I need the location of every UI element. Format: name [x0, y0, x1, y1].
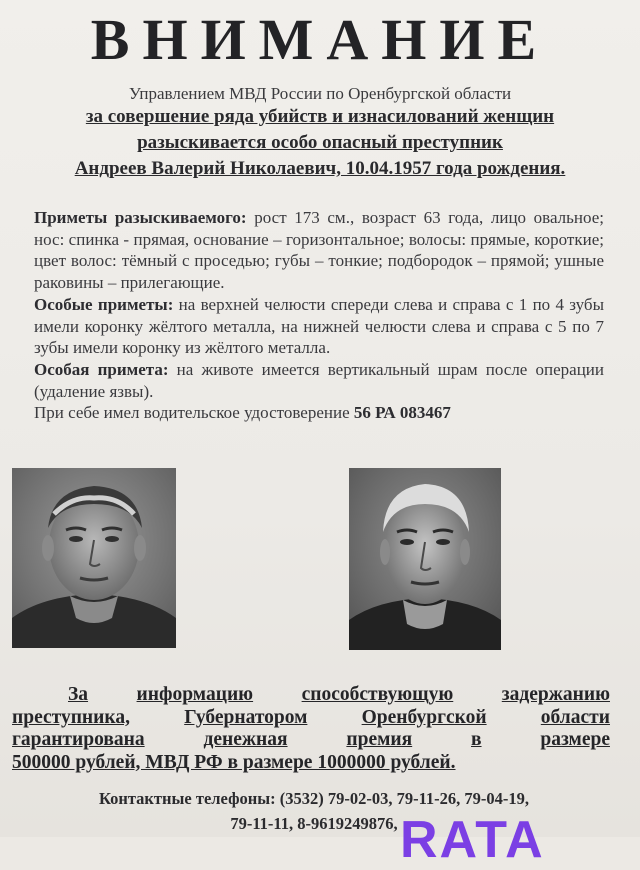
reward-word: денежная [203, 729, 288, 750]
reward-word: способствующую [301, 684, 454, 705]
reward-word: За [68, 684, 89, 705]
special-label: Особые приметы: [34, 294, 174, 314]
suspect-portrait-2 [349, 468, 501, 650]
reward-word: области [540, 706, 610, 728]
license-text: При себе имел водительское удостоверение [34, 403, 354, 423]
crime-line: за совершение ряда убийств и изнасилований женщин [85, 106, 555, 127]
reward-line-2 [12, 707, 610, 730]
mark-text: на животе имеется вертикальный шрам после операции (удаление язвы). [34, 359, 604, 401]
features-paragraph [12, 207, 604, 294]
special-paragraph [12, 294, 604, 359]
description-block [12, 207, 604, 424]
wanted-line: разыскивается особо опасный преступник [137, 132, 503, 153]
mark-label: Особая примета: [34, 359, 169, 379]
features-text: рост 173 см., возраст 63 года, лицо овальное; нос: спинка - прямая, основание – горизонтальное; волосы: прямые, короткие; цвет волос: тёмный с проседью; губы – тонкие; подбородок – прямой; ушные раковины – прилегающие. [34, 208, 604, 293]
watermark-logo [400, 811, 640, 869]
suspect-photo-front [12, 468, 176, 648]
reward-word: преступника, [12, 706, 130, 728]
special-text: на верхней челюсти спереди слева и справа с 1 по 4 зубы имели коронку жёлтого металла, на нижней челюсти слева и справа с 5 по 7 зубы имели коронку из жёлтого металла. [34, 294, 604, 358]
reward-notice [12, 684, 610, 774]
mark-paragraph [12, 359, 604, 402]
poster-title: ВНИМАНИЕ [90, 7, 550, 72]
reward-word: информацию [136, 684, 254, 705]
license-number: 56 РА 083467 [353, 403, 451, 423]
reward-word: гарантирована [12, 729, 145, 750]
suspect-portrait-1 [12, 468, 176, 648]
reward-word: Губернатором [184, 706, 308, 728]
features-label: Приметы разыскиваемого: [34, 208, 247, 227]
suspect-photo-second [349, 468, 501, 650]
contacts-line-1: Контактные телефоны: (3532) 79-02-03, 79-11-26, 79-04-19, [98, 789, 530, 808]
reward-line-1 [12, 684, 610, 707]
name-line: Андреев Валерий Николаевич, 10.04.1957 года рождения. [74, 158, 566, 179]
reward-word: Оренбургской [361, 706, 487, 728]
contacts-line-2: 79-11-11, 8-9619249876, [230, 814, 398, 833]
watermark-text: RATA [400, 811, 545, 869]
reward-line-4: 500000 рублей, МВД РФ в размере 1000000 рублей. [12, 751, 456, 773]
issuer-line: Управлением МВД России по Оренбургской области [128, 84, 512, 103]
reward-word: в [471, 729, 482, 750]
reward-word: размере [540, 729, 610, 750]
reward-word: задержанию [501, 684, 610, 705]
reward-word: премия [346, 729, 413, 750]
reward-line-3 [12, 729, 610, 752]
license-paragraph [12, 402, 604, 424]
